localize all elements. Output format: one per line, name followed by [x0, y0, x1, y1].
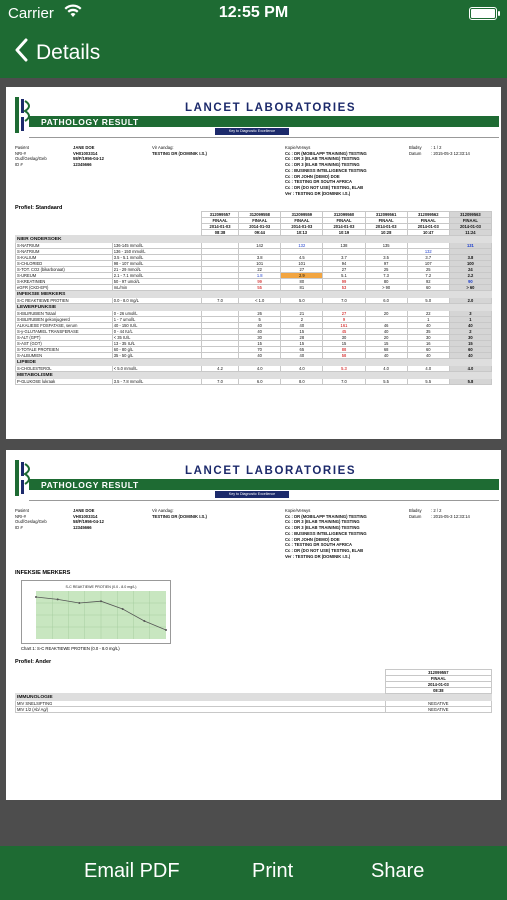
- patient-label: Pasiënt: [15, 145, 29, 150]
- patient-info: [15, 145, 492, 201]
- battery-icon: [469, 7, 497, 20]
- table-row: [16, 707, 492, 713]
- page-number: : 2 / 2: [431, 508, 442, 513]
- result-cell: 5: [239, 317, 281, 323]
- data-point: [57, 598, 59, 600]
- results-grid: [15, 211, 492, 385]
- column-date: 2014-01-03: [281, 224, 323, 230]
- pdf-page-2: [6, 450, 501, 800]
- reference-range: 13 - 35 IU/L: [112, 341, 201, 347]
- reference-range: 136-145 mmol/L: [112, 243, 201, 249]
- patient-value: VH01003314: [73, 150, 98, 156]
- result-cell: 21: [281, 311, 323, 317]
- patient-label: NRI-#: [15, 150, 26, 156]
- result-cell: 60: [407, 285, 449, 291]
- test-name: S-UREUM: [16, 273, 113, 279]
- chart-caption: Chart 1: S-C REAKTIEWE PROTIEN (0.0 - 8.0 mg/L): [21, 646, 120, 651]
- result-cell: 101: [281, 261, 323, 267]
- result-cell: 60: [407, 347, 449, 353]
- profile-title: Profiel: Standaard: [15, 205, 63, 211]
- result-cell: 3.8: [239, 255, 281, 261]
- letterhead: [15, 460, 492, 508]
- reference-range: 3.5 - 7.8 mmol/L: [112, 379, 201, 385]
- result-cell: 2.0: [449, 298, 491, 304]
- copy-line: Cc : BUSINESS INTELLIGENCE TESTING: [285, 167, 367, 173]
- copies-label: Kopie/Verwys: [285, 508, 311, 513]
- test-name: ALKALIESE FOSFATASE, serum: [16, 323, 113, 329]
- copies-label: Kopie/Verwys: [285, 145, 311, 150]
- date-label: Datum: [409, 150, 422, 156]
- copy-line: Cc : DR (MOBILAPP TRAINING) TESTING: [285, 150, 367, 156]
- test-name: S-ALBUMIEN: [16, 353, 113, 359]
- test-value: NEGATIVE: [385, 707, 491, 713]
- result-cell: 161: [323, 323, 365, 329]
- reference-range: 0.0 - 8.0 mg/L: [112, 298, 201, 304]
- reference-range: 0 - 26 umol/L: [112, 311, 201, 317]
- result-cell: 40: [281, 323, 323, 329]
- reference-range: 2.1 - 7.1 mmol/L: [112, 273, 201, 279]
- test-name: MIV SNELSIFTING: [16, 701, 386, 707]
- copies-block: [285, 508, 405, 559]
- patient-value: 58/F/1956-04-12: [73, 156, 104, 162]
- report-title: PATHOLOGY RESULT: [41, 480, 139, 490]
- column-date: 2014-01-03: [201, 224, 238, 230]
- result-cell: 131: [449, 243, 491, 249]
- reference-range: 40 - 150 IU/L: [112, 323, 201, 329]
- result-cell: 1: [407, 317, 449, 323]
- back-button[interactable]: [14, 38, 100, 68]
- navigation-bar: [0, 28, 507, 78]
- crp-chart: [21, 580, 171, 644]
- result-cell: 5.1: [323, 273, 365, 279]
- column-date: 2014-01-03: [407, 224, 449, 230]
- result-cell: 40: [365, 353, 407, 359]
- page-meta-values: [431, 508, 497, 519]
- section-row: INFEKSIE MERKERS: [16, 291, 492, 298]
- patient-label: Ouď/Geslag/Geb: [15, 156, 47, 162]
- test-name: S-BILIRUBIEN Totaal: [16, 311, 113, 317]
- result-cell: 2.2: [449, 273, 491, 279]
- doctor-name: TESTING DR (DOMINIK I.S.): [152, 150, 207, 156]
- result-cell: 27: [281, 267, 323, 273]
- patient-label: NRI-#: [15, 513, 26, 519]
- test-name: P-GLUKOSE lukraak: [16, 379, 113, 385]
- result-cell: 132: [407, 249, 449, 255]
- immunology-table: [15, 669, 492, 713]
- result-cell: 5.5: [407, 379, 449, 385]
- report-title: PATHOLOGY RESULT: [41, 117, 139, 127]
- result-cell: 27: [323, 311, 365, 317]
- data-point: [122, 608, 124, 610]
- result-cell: 135: [365, 243, 407, 249]
- column-id: 312099562: [407, 212, 449, 218]
- column-status: FINAAL: [449, 218, 491, 224]
- section-row: IMMUNOLOGIE: [16, 694, 492, 701]
- result-cell: 45: [323, 329, 365, 335]
- column-status: FINAAL: [239, 218, 281, 224]
- copies-block: [285, 145, 405, 196]
- page-meta-values: [431, 145, 497, 156]
- result-cell: 3.8: [449, 255, 491, 261]
- result-cell: 40: [239, 329, 281, 335]
- reference-range: 35 - 50 g/L: [112, 353, 201, 359]
- test-name: S-CHOLESTEROL: [16, 366, 113, 372]
- result-cell: 5.5: [365, 379, 407, 385]
- data-point: [165, 629, 167, 631]
- result-cell: 40: [407, 323, 449, 329]
- section-row: NIER ONDERSOEK: [16, 236, 492, 243]
- chevron-left-icon: [14, 38, 28, 68]
- result-cell: 26: [239, 311, 281, 317]
- reference-range: 50 - 97 umol/L: [112, 279, 201, 285]
- data-point: [100, 600, 102, 602]
- result-cell: 16: [407, 341, 449, 347]
- result-cell: 8.0: [281, 379, 323, 385]
- copy-line: Cc : DR (DO NOT USE) TESTING, ELAB: [285, 547, 364, 553]
- column-time: 10:13: [281, 230, 323, 236]
- result-cell: 4.0: [281, 366, 323, 372]
- result-cell: 25: [365, 267, 407, 273]
- letterhead: [15, 97, 492, 145]
- result-cell: 22: [239, 267, 281, 273]
- section-row: LIPIEDE: [16, 359, 492, 366]
- column-date: 2014-01-03: [239, 224, 281, 230]
- patient-labels: [15, 508, 73, 531]
- reference-range: 0 - 44 IU/L: [112, 329, 201, 335]
- page-number: : 1 / 2: [431, 145, 442, 150]
- test-name: MIV 1/2 (Ab/ Ag/): [16, 707, 386, 713]
- result-cell: 1: [449, 317, 491, 323]
- column-time: 09:44: [239, 230, 281, 236]
- result-cell: 20: [365, 335, 407, 341]
- pdf-viewer[interactable]: [0, 78, 507, 846]
- result-cell: 2: [449, 329, 491, 335]
- copy-line: Ver : TESTING DR (DOMINIK I.S.): [285, 553, 351, 559]
- result-cell: 53: [323, 285, 365, 291]
- copy-line: Cc : DR (MOBILAPP TRAINING) TESTING: [285, 513, 367, 519]
- result-cell: 15: [281, 341, 323, 347]
- result-cell: 15: [239, 341, 281, 347]
- section-row: LEWERFUNKSIE: [16, 304, 492, 311]
- result-cell: 28: [281, 335, 323, 341]
- result-cell: 4.0: [449, 366, 491, 372]
- result-cell: < 1.0: [239, 298, 281, 304]
- result-cell: 5.8: [449, 379, 491, 385]
- bottom-toolbar: [0, 846, 507, 900]
- test-name: S-BILIRUBIEN gekonjugeerd: [16, 317, 113, 323]
- reference-range: mL/min: [112, 285, 201, 291]
- result-cell: 27: [323, 267, 365, 273]
- doctor-name: TESTING DR (DOMINIK I.S.): [152, 513, 207, 519]
- data-point: [35, 596, 37, 598]
- patient-label: Pasiënt: [15, 508, 29, 513]
- result-cell: 88: [323, 347, 365, 353]
- results-table: [15, 211, 492, 385]
- column-status: FINAAL: [201, 218, 238, 224]
- result-cell: 138: [323, 243, 365, 249]
- result-cell: 35: [407, 329, 449, 335]
- copy-line: Cc : DR 3 (ELAB TRAINING) TESTING: [285, 156, 360, 162]
- result-cell: 5.0: [281, 298, 323, 304]
- result-cell: 40: [239, 353, 281, 359]
- copy-line: Cc : DR 3 (ELAB TRAINING) TESTING: [285, 519, 360, 525]
- col-status: FINAAL: [385, 676, 491, 682]
- result-cell: 5.3: [323, 366, 365, 372]
- divider: [29, 137, 499, 138]
- report-date: : 2015-05-3 12:33:14: [431, 150, 470, 156]
- section-title: INFEKSIE MERKERS: [15, 570, 71, 576]
- patient-labels: [15, 145, 73, 168]
- result-cell: 81: [281, 285, 323, 291]
- patient-values: [73, 508, 143, 531]
- column-date: 2014-01-03: [323, 224, 365, 230]
- test-name: S-NATRIUM: [16, 243, 113, 249]
- data-point: [143, 620, 145, 622]
- copy-line: Cc : TESTING DR SOUTH AFRICA: [285, 179, 353, 185]
- copy-line: Cc : TESTING DR SOUTH AFRICA: [285, 542, 353, 548]
- patient-value: 58/F/1956-04-12: [73, 519, 104, 525]
- patient-value: VH01003314: [73, 513, 98, 519]
- result-cell: 40: [407, 353, 449, 359]
- column-status: FINAAL: [407, 218, 449, 224]
- result-cell: 15: [281, 329, 323, 335]
- result-cell: 107: [407, 261, 449, 267]
- result-cell: 97: [365, 261, 407, 267]
- col-time: 08:38: [385, 688, 491, 694]
- result-cell: 30: [407, 335, 449, 341]
- divider: [29, 500, 499, 501]
- print-button[interactable]: Print: [252, 860, 294, 882]
- result-cell: 25: [407, 267, 449, 273]
- result-cell: 22: [407, 311, 449, 317]
- result-cell: 15: [449, 341, 491, 347]
- email-pdf-button[interactable]: Email PDF: [84, 860, 180, 882]
- column-time: 10:19: [323, 230, 365, 236]
- result-cell: 40: [449, 353, 491, 359]
- result-cell: 80: [365, 279, 407, 285]
- tagline: Key to Diagnostic Excellence: [215, 491, 289, 498]
- result-cell: 5.0: [407, 298, 449, 304]
- section-row: METABOLISME: [16, 372, 492, 379]
- column-id: 312099558: [239, 212, 281, 218]
- patient-value: JANE DOE: [73, 145, 95, 150]
- chart-title: S-C REAKTIEWE PROTIEN (0.0 - 8.0 mg/L): [65, 585, 137, 589]
- copy-line: Cc : BUSINESS INTELLIGENCE TESTING: [285, 530, 367, 536]
- result-cell: 55: [239, 285, 281, 291]
- table-row: [16, 379, 492, 385]
- column-id: 312099561: [365, 212, 407, 218]
- copy-line: Cc : DR 3 (ELAB TRAINING) TESTING: [285, 162, 360, 168]
- result-cell: 6.0: [239, 379, 281, 385]
- column-id: 312099559: [281, 212, 323, 218]
- column-id: 312099563: [449, 212, 491, 218]
- result-cell: 65: [281, 347, 323, 353]
- patient-value: 12345666: [73, 162, 92, 168]
- result-cell: 68: [365, 347, 407, 353]
- test-name: S-CHLORIED: [16, 261, 113, 267]
- result-cell: 92: [407, 279, 449, 285]
- result-cell: 30: [239, 335, 281, 341]
- crp-chart-svg: [22, 581, 172, 645]
- result-cell: 60: [449, 347, 491, 353]
- result-cell: 4.0: [407, 366, 449, 372]
- page-label: Bladsy: [409, 145, 422, 150]
- test-name: S-KALIUM: [16, 255, 113, 261]
- reference-range: 3.5 - 5.1 mmol/L: [112, 255, 201, 261]
- reference-range: 136 - 150 mmol/L: [112, 249, 201, 255]
- copy-line: Cc : DR JOHN (DEMO) DOE: [285, 173, 340, 179]
- column-time: 08:38: [201, 230, 238, 236]
- result-cell: 2: [281, 317, 323, 323]
- test-name: S-ALT (GPT): [16, 335, 113, 341]
- status-time: 12:55 PM: [218, 4, 289, 21]
- test-name: S-y-GLUTAMIEL TRANSFERASE: [16, 329, 113, 335]
- result-cell: 15: [365, 341, 407, 347]
- result-cell: > 60: [449, 285, 491, 291]
- result-cell: 7.0: [323, 298, 365, 304]
- result-cell: 40: [365, 329, 407, 335]
- result-cell: 6.0: [365, 298, 407, 304]
- test-name: S-TOTALE PROTEIEN: [16, 347, 113, 353]
- test-name: S-TOT. CO2 (bikarbonaat): [16, 267, 113, 273]
- test-value: NEGATIVE: [385, 701, 491, 707]
- lancet-logo-icon: [15, 97, 33, 133]
- result-cell: 94: [323, 261, 365, 267]
- doctor-label: Vir Aandag:: [152, 508, 174, 513]
- col-date: 2014-01-03: [385, 682, 491, 688]
- lab-name: LANCET LABORATORIES: [185, 102, 357, 114]
- pdf-page-1: [6, 87, 501, 439]
- result-cell: 4.0: [365, 366, 407, 372]
- doctor-label: Vir Aandag:: [152, 145, 174, 150]
- result-cell: 4.0: [239, 366, 281, 372]
- result-cell: 99: [323, 279, 365, 285]
- result-cell: 40: [449, 323, 491, 329]
- reference-range: 21 - 29 mmol/L: [112, 267, 201, 273]
- result-cell: 4.5: [281, 255, 323, 261]
- column-id: 312099560: [323, 212, 365, 218]
- patient-label: ID #: [15, 525, 23, 531]
- result-cell: 3: [449, 311, 491, 317]
- lab-name: LANCET LABORATORIES: [185, 465, 357, 477]
- result-cell: 90: [449, 279, 491, 285]
- result-cell: 70: [239, 347, 281, 353]
- data-point: [78, 602, 80, 604]
- reference-range: < 5.0 mmol/L: [112, 366, 201, 372]
- result-cell: 40: [281, 353, 323, 359]
- reference-range: 60 - 80 g/L: [112, 347, 201, 353]
- patient-value: JANE DOE: [73, 508, 95, 513]
- status-bar: [0, 0, 507, 28]
- result-cell: 7.0: [201, 379, 238, 385]
- patient-label: ID #: [15, 162, 23, 168]
- copy-line: Cc : DR JOHN (DEMO) DOE: [285, 536, 340, 542]
- result-cell: 58: [323, 353, 365, 359]
- page-label: Bladsy: [409, 508, 422, 513]
- lancet-logo-icon: [15, 460, 33, 496]
- profile-title: Profiel: Ander: [15, 659, 52, 665]
- result-cell: 30: [323, 335, 365, 341]
- result-cell: 132: [281, 243, 323, 249]
- column-date: 2014-01-03: [365, 224, 407, 230]
- report-date: : 2015-05-3 12:33:14: [431, 513, 470, 519]
- result-cell: 46: [365, 323, 407, 329]
- result-cell: 7.0: [201, 298, 238, 304]
- result-cell: 7.0: [323, 379, 365, 385]
- patient-label: Ouď/Geslag/Geb: [15, 519, 47, 525]
- column-time: 10:28: [365, 230, 407, 236]
- reference-range: < 35 IU/L: [112, 335, 201, 341]
- column-status: FINAAL: [323, 218, 365, 224]
- share-button[interactable]: Share: [371, 860, 425, 882]
- patient-info: [15, 508, 492, 564]
- doctor-block: [152, 145, 282, 156]
- column-id: 312099557: [201, 212, 238, 218]
- patient-value: 12345666: [73, 525, 92, 531]
- result-cell: 7.2: [407, 273, 449, 279]
- result-cell: 9: [323, 317, 365, 323]
- result-cell: 30: [449, 335, 491, 341]
- result-cell: 99: [239, 279, 281, 285]
- result-cell: 15: [323, 341, 365, 347]
- patient-values: [73, 145, 143, 168]
- test-name: S-C REAKTIEWE PROTIEN: [16, 298, 113, 304]
- col-id: 312099557: [385, 670, 491, 676]
- date-label: Datum: [409, 513, 422, 519]
- column-time: 11:24: [449, 230, 491, 236]
- test-name: S-NATRIUM: [16, 249, 113, 255]
- carrier-label: Carrier: [8, 5, 54, 22]
- test-name: eGFR (CKD-EPI): [16, 285, 113, 291]
- reference-range: 1 - 7 umol/L: [112, 317, 201, 323]
- test-name: S-KREATINIEN: [16, 279, 113, 285]
- result-cell: 4.2: [201, 366, 238, 372]
- result-cell: 24: [449, 267, 491, 273]
- copy-line: Cc : DR 3 (ELAB TRAINING) TESTING: [285, 525, 360, 531]
- result-cell: 2.9: [281, 273, 323, 279]
- column-status: FINAAL: [281, 218, 323, 224]
- doctor-block: [152, 508, 282, 519]
- result-cell: 7.3: [365, 273, 407, 279]
- result-cell: 101: [239, 261, 281, 267]
- copy-line: Ver : TESTING DR (DOMINIK I.S.): [285, 190, 351, 196]
- result-cell: 3.7: [407, 255, 449, 261]
- result-cell: 1.8: [239, 273, 281, 279]
- result-cell: 40: [239, 323, 281, 329]
- result-cell: > 90: [365, 285, 407, 291]
- result-cell: 80: [281, 279, 323, 285]
- result-cell: 142: [239, 243, 281, 249]
- test-name: S-AST (GOT): [16, 341, 113, 347]
- result-cell: 3.7: [323, 255, 365, 261]
- column-time: 10:47: [407, 230, 449, 236]
- column-status: FINAAL: [365, 218, 407, 224]
- reference-range: 98 - 107 mmol/L: [112, 261, 201, 267]
- column-date: 2014-01-03: [449, 224, 491, 230]
- result-cell: 100: [449, 261, 491, 267]
- result-cell: 3.5: [365, 255, 407, 261]
- copy-line: Cc : DR (DO NOT USE) TESTING, ELAB: [285, 184, 364, 190]
- result-cell: 20: [365, 311, 407, 317]
- tagline: Key to Diagnostic Excellence: [215, 128, 289, 135]
- back-label: Details: [36, 41, 101, 64]
